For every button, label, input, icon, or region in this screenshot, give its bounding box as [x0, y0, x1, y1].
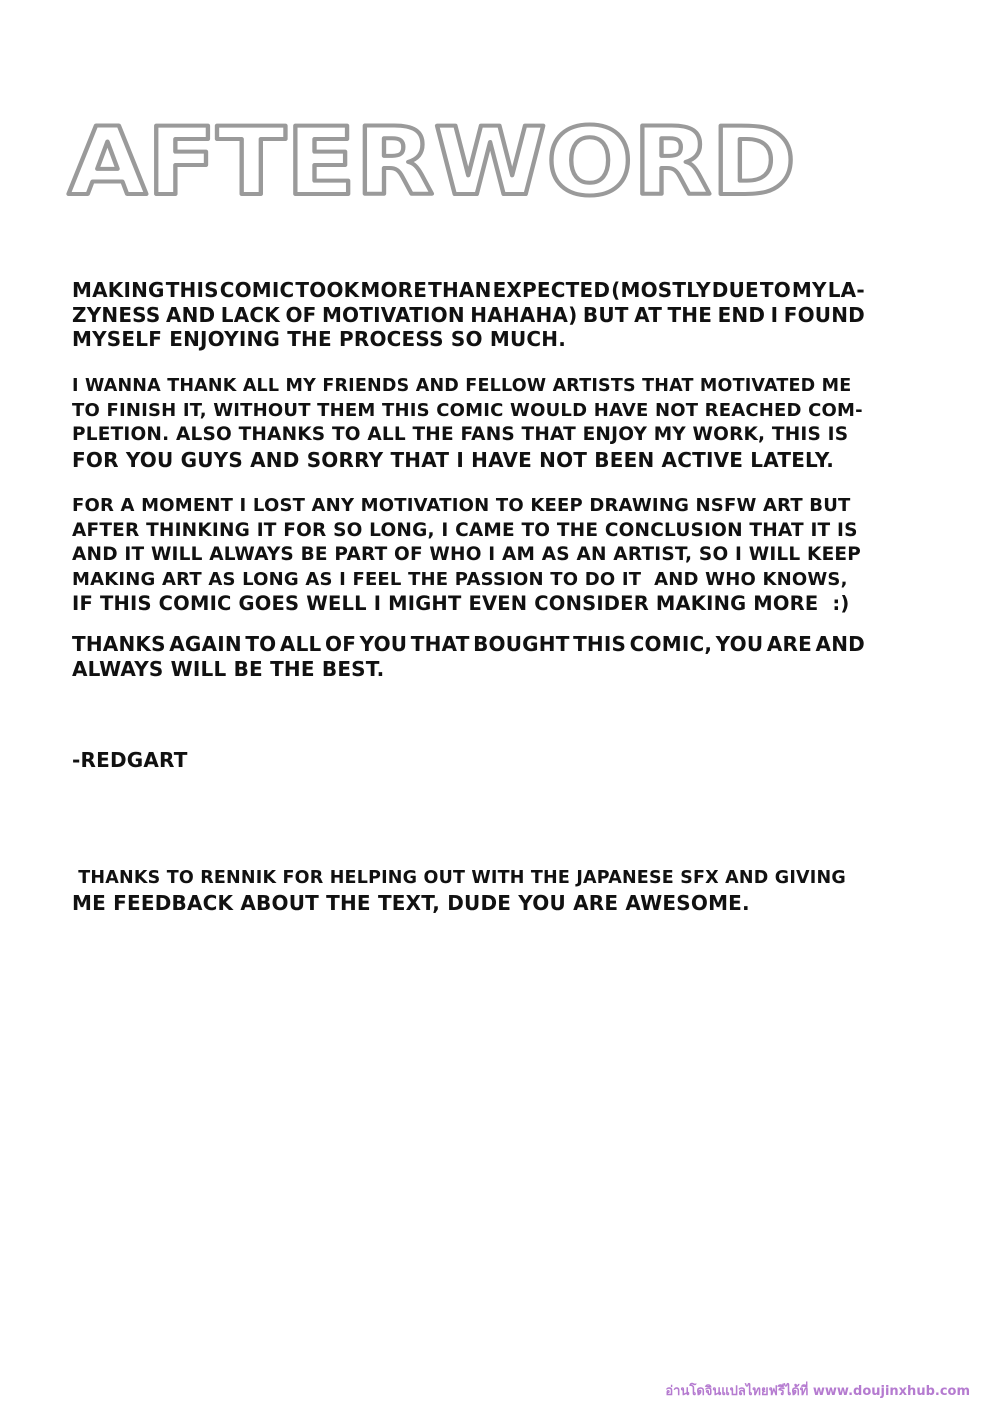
paragraph-3-line-5: IF THIS COMIC GOES WELL I MIGHT EVEN CONSIDER MAKING MORE :): [72, 592, 850, 615]
paragraph-4-line-1: THANKS AGAIN TO ALL OF YOU THAT BOUGHT THIS COMIC, YOU ARE AND: [72, 632, 865, 656]
paragraph-3-line-2: AFTER THINKING IT FOR SO LONG, I CAME TO THE CONCLUSION THAT IT IS: [72, 519, 858, 541]
paragraph-2-line-3: PLETION. ALSO THANKS TO ALL THE FANS THAT ENJOY MY WORK, THIS IS: [72, 424, 849, 445]
signature-text: -REDGART: [72, 748, 188, 772]
paragraph-1: [72, 278, 865, 352]
paragraph-1-line-2: ZYNESS AND LACK OF MOTIVATION HAHAHA) BUT AT THE END I FOUND: [72, 302, 865, 327]
paragraph-3-line-3: AND IT WILL ALWAYS BE PART OF WHO I AM AS AN ARTIST, SO I WILL KEEP: [72, 544, 862, 565]
afterword-title-text: AFTERWORD: [68, 110, 796, 210]
paragraph-1-line-1: MAKING THIS COMIC TOOK MORE THAN EXPECTED (MOSTLY DUE TO MY LA-: [72, 278, 865, 302]
paragraph-3-line-4: MAKING ART AS LONG AS I FEEL THE PASSION TO DO IT AND WHO KNOWS,: [72, 568, 848, 590]
paragraph-2-line-4: FOR YOU GUYS AND SORRY THAT I HAVE NOT BEEN ACTIVE LATELY.: [72, 447, 835, 472]
afterword-title: [60, 110, 820, 210]
paragraph-4-line-2: ALWAYS WILL BE THE BEST.: [72, 656, 385, 681]
paragraph-2: [72, 374, 865, 472]
paragraph-2-line-2: TO FINISH IT, WITHOUT THEM THIS COMIC WOULD HAVE NOT REACHED COM-: [72, 399, 863, 421]
paragraph-1-line-3: MYSELF ENJOYING THE PROCESS SO MUCH.: [72, 327, 566, 351]
paragraph-3: [72, 494, 865, 617]
watermark: อ่านโดจินแปลไทยฟรีได้ที่ www.doujinxhub.com: [665, 1384, 970, 1399]
thanks-note: [72, 866, 865, 915]
paragraph-3-line-1: FOR A MOMENT I LOST ANY MOTIVATION TO KEEP DRAWING NSFW ART BUT: [72, 495, 851, 516]
paragraph-2-line-1: I WANNA THANK ALL MY FRIENDS AND FELLOW ARTISTS THAT MOTIVATED ME: [72, 376, 852, 396]
thanks-line-2: ME FEEDBACK ABOUT THE TEXT, DUDE YOU ARE AWESOME.: [72, 890, 750, 915]
signature: [72, 748, 865, 773]
thanks-line-1: THANKS TO RENNIK FOR HELPING OUT WITH THE JAPANESE SFX AND GIVING: [72, 868, 846, 888]
paragraph-4: [72, 632, 865, 681]
